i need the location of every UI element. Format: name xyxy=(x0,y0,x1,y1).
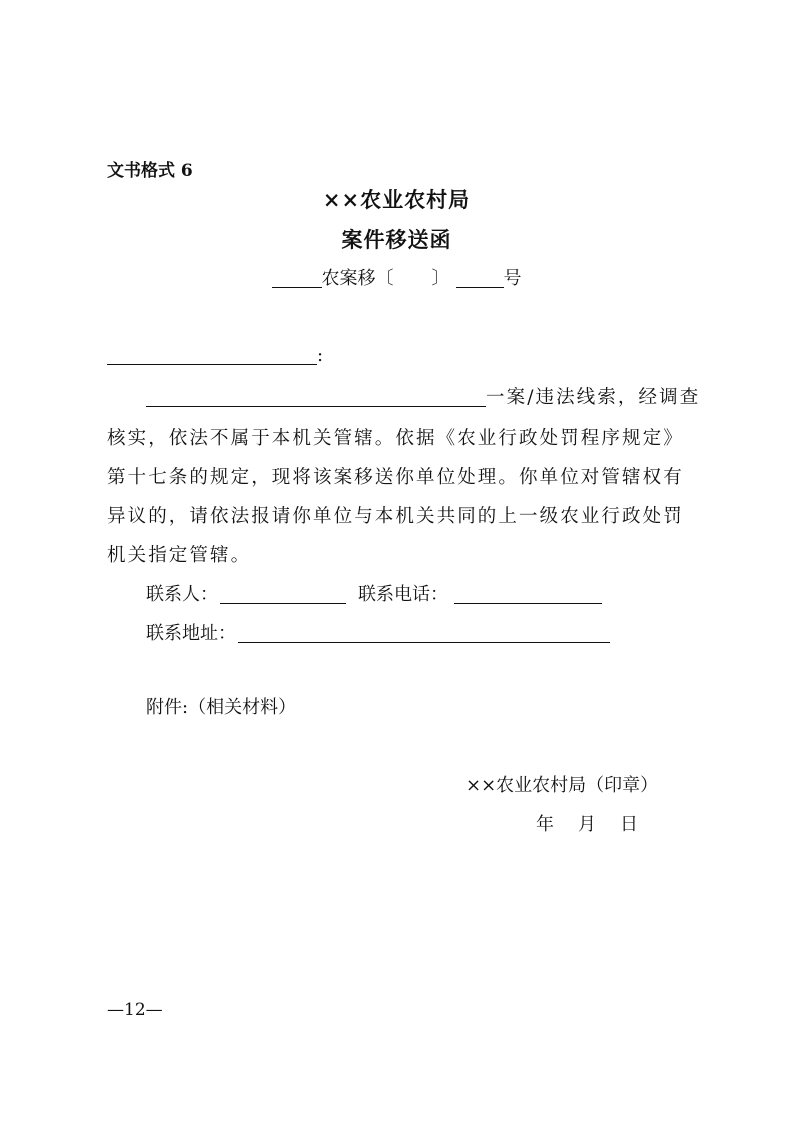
contact-row-2 xyxy=(146,619,610,645)
document-title: 案件移送函 xyxy=(341,227,452,252)
body-line-5: 机关指定管辖。 xyxy=(107,545,252,566)
doc-number-mid: 〕 xyxy=(431,268,450,289)
body-line-1-text: 一案/违法线索，经调查 xyxy=(486,387,701,408)
page-number: —12— xyxy=(107,1000,163,1020)
body-line-4: 异议的，请依法报请你单位与本机关共同的上一级农业行政处罚 xyxy=(107,506,684,527)
contact-row-1 xyxy=(146,580,602,606)
document-format-label: 文书格式 6 xyxy=(107,161,193,181)
date-month-label: 月 xyxy=(578,814,596,835)
contact-phone-label: 联系电话： xyxy=(358,584,448,605)
doc-number-blank-2[interactable] xyxy=(456,269,504,288)
contact-address-blank[interactable] xyxy=(238,624,610,643)
issuing-authority-title: ××农业农村局 xyxy=(322,187,471,212)
doc-number-suffix: 号 xyxy=(503,268,522,289)
contact-person-label: 联系人： xyxy=(146,584,218,605)
body-line-2: 核实，依法不属于本机关管辖。依据《农业行政处罚程序规定》 xyxy=(107,428,684,449)
recipient-colon: : xyxy=(317,345,324,366)
body-line-1 xyxy=(146,383,700,409)
date-year-label: 年 xyxy=(536,814,554,835)
attachment-line: 附件:（相关材料） xyxy=(146,697,297,718)
contact-person-blank[interactable] xyxy=(220,585,346,604)
contact-phone-blank[interactable] xyxy=(454,585,602,604)
case-name-blank[interactable] xyxy=(146,388,486,407)
issuer-seal-line: ××农业农村局（印章） xyxy=(466,775,659,796)
date-line xyxy=(536,810,638,836)
doc-number-blank-1[interactable] xyxy=(272,269,322,288)
document-number xyxy=(0,264,793,290)
doc-number-prefix: 农案移〔 xyxy=(321,268,394,289)
contact-address-label: 联系地址： xyxy=(146,623,236,644)
recipient-line xyxy=(107,345,323,366)
recipient-blank[interactable] xyxy=(107,346,317,365)
date-day-label: 日 xyxy=(620,814,638,835)
body-line-3: 第十七条的规定，现将该案移送你单位处理。你单位对管辖权有 xyxy=(107,467,684,488)
